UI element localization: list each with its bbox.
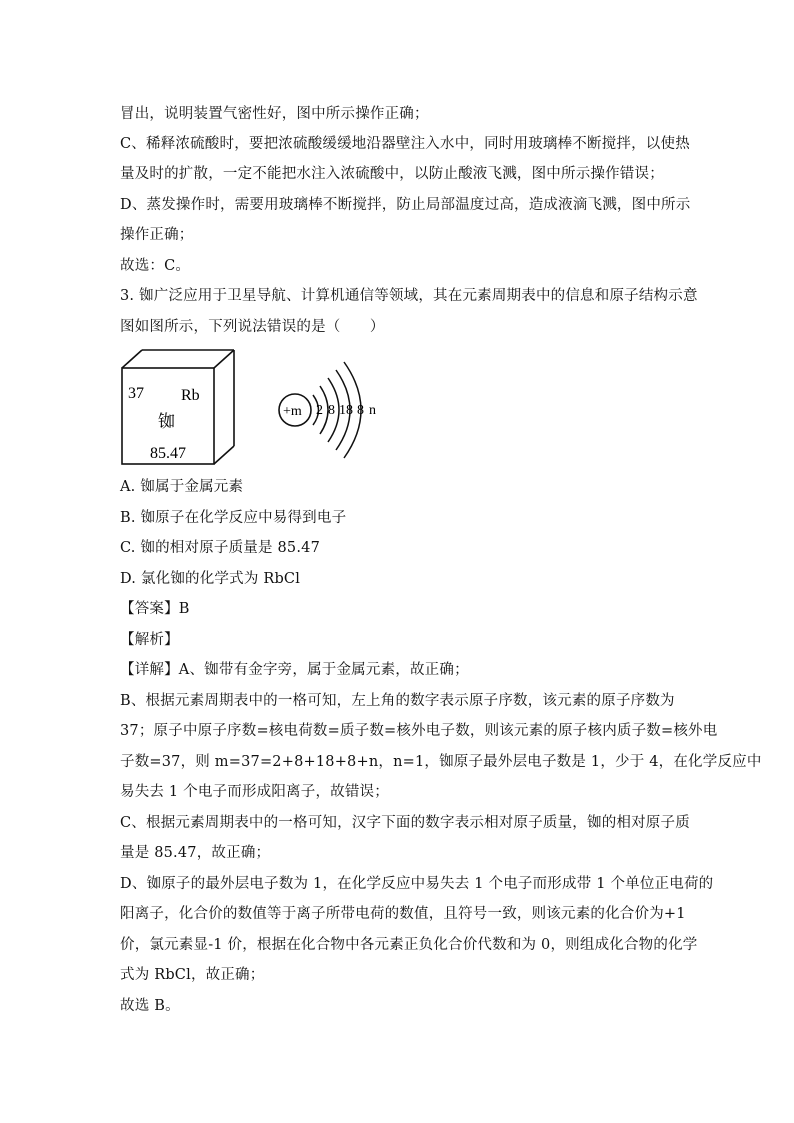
atom-structure-diagram bbox=[279, 362, 376, 458]
text-line: D、蒸发操作时，需要用玻璃棒不断搅拌，防止局部温度过高，造成液滴飞溅，图中所示 bbox=[120, 197, 691, 213]
figure-svg bbox=[118, 348, 398, 468]
atomic-mass: 85.47 bbox=[150, 445, 186, 462]
text-line: 量及时的扩散，一定不能把水注入浓硫酸中，以防止酸液飞溅，图中所示操作错误； bbox=[120, 166, 664, 182]
option-d: D. 氯化铷的化学式为 RbCl bbox=[120, 571, 301, 587]
text-line: B、根据元素周期表中的一格可知，左上角的数字表示原子序数，该元素的原子序数为 bbox=[120, 693, 675, 709]
text-line: C、根据元素周期表中的一格可知，汉字下面的数字表示相对原子质量，铷的相对原子质 bbox=[120, 815, 690, 831]
answer-label: 【答案】B bbox=[120, 601, 190, 617]
text-line: 价，氯元素显-1 价，根据在化合物中各元素正负化合价代数和为 0，则组成化合物的化学 bbox=[120, 937, 698, 953]
text-line: 量是 85.47，故正确； bbox=[120, 845, 271, 861]
text-line: 37；原子中原子序数=核电荷数=质子数=核外电子数，则该元素的原子核内质子数=核外电 bbox=[120, 723, 718, 739]
option-b: B. 铷原子在化学反应中易得到电子 bbox=[120, 510, 347, 526]
option-c: C. 铷的相对原子质量是 85.47 bbox=[120, 540, 321, 556]
shell-count: 18 bbox=[339, 403, 353, 418]
text-line: D、铷原子的最外层电子数为 1，在化学反应中易失去 1 个电子而形成带 1 个单位正电荷的 bbox=[120, 876, 714, 892]
text-line: 故选：C。 bbox=[120, 258, 191, 274]
text-line: 【详解】A、铷带有金字旁，属于金属元素，故正确； bbox=[120, 662, 469, 678]
option-a: A. 铷属于金属元素 bbox=[120, 479, 244, 495]
text-line: 易失去 1 个电子而形成阳离子，故错误； bbox=[120, 784, 389, 800]
atomic-number: 37 bbox=[128, 385, 144, 402]
shell-count: n bbox=[369, 403, 376, 418]
text-line: 冒出，说明装置气密性好，图中所示操作正确； bbox=[120, 106, 429, 122]
text-line: 阳离子，化合价的数值等于离子所带电荷的数值，且符号一致，则该元素的化合价为+1 bbox=[120, 906, 686, 922]
text-line: 故选 B。 bbox=[120, 998, 180, 1014]
element-symbol: Rb bbox=[181, 387, 200, 404]
nucleus-charge: +m bbox=[283, 404, 302, 419]
question-3-stem-cont: 图如图所示，下列说法错误的是（ ） bbox=[120, 319, 385, 335]
text-line: 操作正确； bbox=[120, 227, 194, 243]
analysis-label: 【解析】 bbox=[120, 632, 179, 648]
shell-count: 8 bbox=[328, 403, 335, 418]
shell-count: 2 bbox=[316, 403, 323, 418]
element-name: 铷 bbox=[158, 412, 175, 432]
text-line: 式为 RbCl，故正确； bbox=[120, 967, 265, 983]
rubidium-figure bbox=[118, 348, 398, 468]
shell-count: 8 bbox=[357, 403, 364, 418]
question-3-stem: 3. 铷广泛应用于卫星导航、计算机通信等领域，其在元素周期表中的信息和原子结构示意 bbox=[120, 288, 698, 304]
text-line: 子数=37，则 m=37=2+8+18+8+n，n=1，铷原子最外层电子数是 1，少于 4，在化学反应中 bbox=[120, 754, 762, 770]
text-line: C、稀释浓硫酸时，要把浓硫酸缓缓地沿器壁注入水中，同时用玻璃棒不断搅拌，以使热 bbox=[120, 136, 690, 152]
